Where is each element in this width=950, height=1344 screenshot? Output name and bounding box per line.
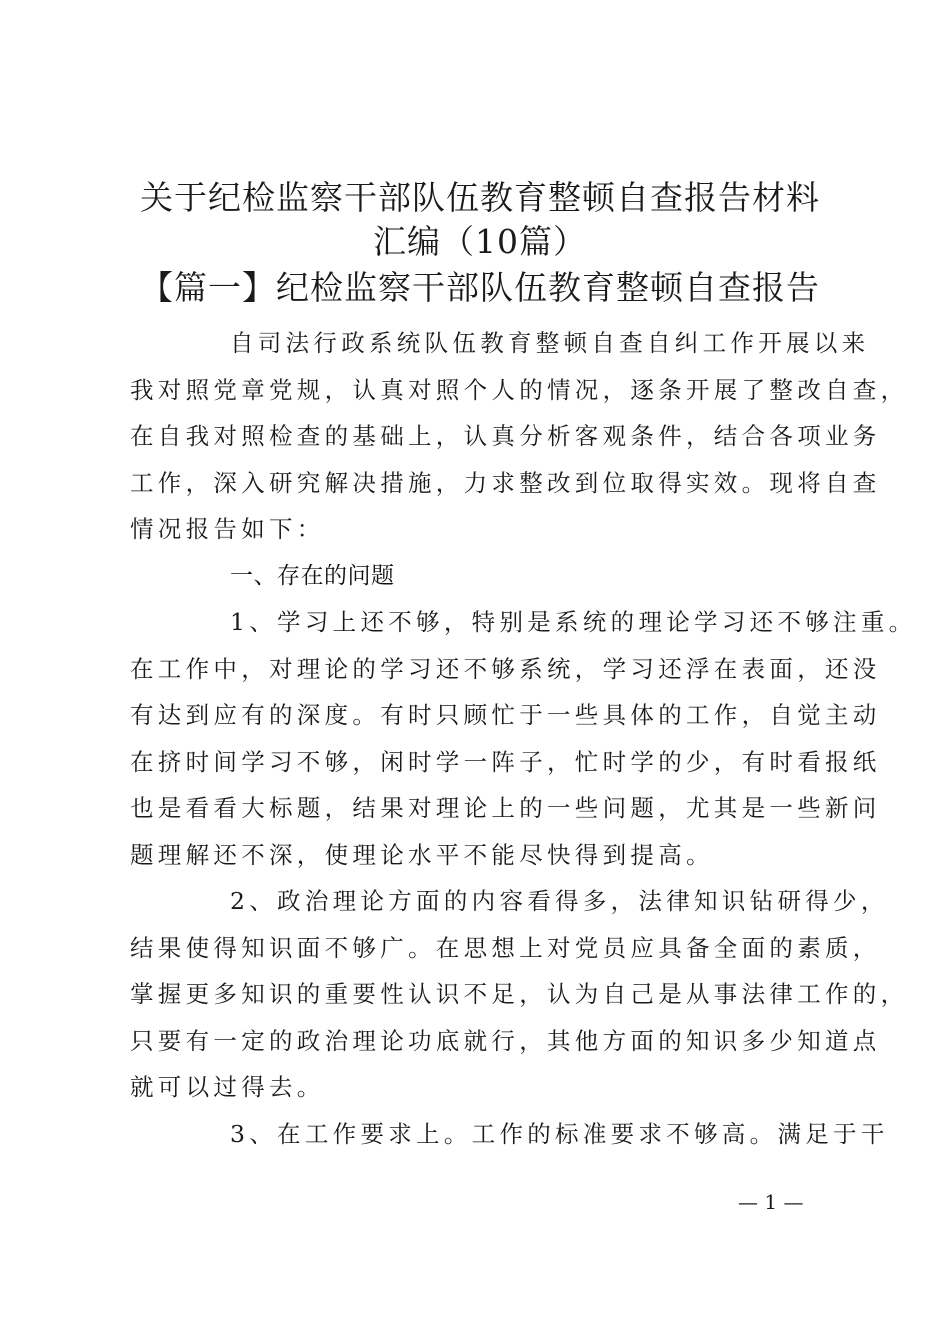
section-heading: 一、存在的问题 [230, 562, 395, 589]
paragraph-line: 2、政治理论方面的内容看得多，法律知识钻研得少， [230, 887, 889, 915]
paragraph-line: 结果使得知识面不够广。在思想上对党员应具备全面的素质， [130, 933, 881, 962]
paragraph-line: 1、学习上还不够，特别是系统的理论学习还不够注重。 [230, 608, 917, 636]
paragraph-line: 工作，深入研究解决措施，力求整改到位取得实效。现将自查 [130, 468, 881, 497]
document-body [130, 320, 917, 1157]
paragraph-line: 在工作中，对理论的学习还不够系统，学习还浮在表面，还没 [130, 654, 881, 683]
paragraph-line: 就可以过得去。 [130, 1073, 325, 1101]
paragraph-line: 在挤时间学习不够，闲时学一阵子，忙时学的少，有时看报纸 [130, 747, 881, 776]
item-3-paragraph [130, 1111, 889, 1158]
document-title-block [110, 176, 850, 310]
paragraph-line: 有达到应有的深度。有时只顾忙于一些具体的工作，自觉主动 [130, 701, 881, 729]
page-number: — 1 — [738, 1190, 804, 1214]
paragraph-line: 题理解还不深，使理论水平不能尽快得到提高。 [130, 840, 714, 869]
document-title-line-2: 汇编（10篇） [373, 222, 587, 261]
item-2-paragraph [130, 878, 909, 1111]
paragraph-line: 3、在工作要求上。工作的标准要求不够高。满足于干 [230, 1119, 889, 1148]
paragraph-line: 掌握更多知识的重要性认识不足，认为自己是从事法律工作的， [130, 980, 909, 1008]
document-title-line-1: 关于纪检监察干部队伍教育整顿自查报告材料 [140, 178, 820, 217]
paragraph-line: 在自我对照检查的基础上，认真分析客观条件，结合各项业务 [130, 422, 881, 450]
paragraph-line: 情况报告如下： [130, 515, 325, 543]
section-title: 【篇一】纪检监察干部队伍教育整顿自查报告 [140, 268, 820, 307]
item-1-paragraph [130, 599, 917, 878]
intro-paragraph [130, 320, 909, 553]
paragraph-line: 自司法行政系统队伍教育整顿自查自纠工作开展以来 [230, 329, 870, 357]
paragraph-line: 也是看看大标题，结果对理论上的一些问题，尤其是一些新问 [130, 794, 881, 822]
paragraph-line: 我对照党章党规，认真对照个人的情况，逐条开展了整改自查， [130, 375, 909, 404]
paragraph-line: 只要有一定的政治理论功底就行，其他方面的知识多少知道点 [130, 1026, 881, 1055]
